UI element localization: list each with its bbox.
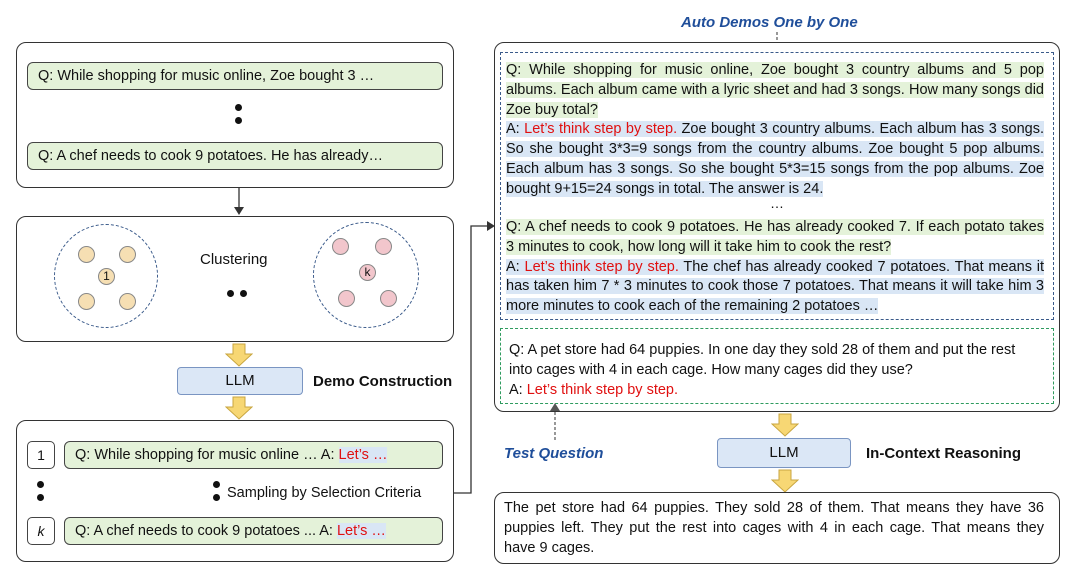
ellipsis-dot bbox=[235, 104, 242, 111]
demo-2 bbox=[506, 218, 1044, 317]
llm-box-in-context-reasoning bbox=[717, 438, 851, 468]
auto-demos-label: Auto Demos One by One bbox=[681, 14, 858, 31]
sampled-demo-k-question: Q: A chef needs to cook 9 potatoes ... A: bbox=[75, 523, 337, 539]
cluster-1-id: 1 bbox=[103, 269, 110, 283]
cluster-point bbox=[380, 290, 397, 307]
demo-2-rationale: The chef has already cooked 7 potatoes. That means it has taken him 7 * 3 minutes to cook those 7 potatoes. That means it will take him 3 more minutes to cook each of the remaining 2 potatoes … bbox=[506, 258, 1044, 315]
ellipsis-dot bbox=[235, 117, 242, 124]
ellipsis-dot bbox=[227, 290, 234, 297]
question-pill-2: Q: A chef needs to cook 9 potatoes. He has already… bbox=[27, 142, 443, 170]
in-context-reasoning-label: In-Context Reasoning bbox=[866, 445, 1022, 462]
demo-1 bbox=[506, 61, 1044, 200]
clustering-label: Clustering bbox=[200, 251, 268, 268]
test-answer-prefix: A: bbox=[509, 381, 527, 398]
ellipsis-dot bbox=[213, 494, 220, 501]
demo-index-k-text: k bbox=[37, 523, 45, 539]
demo-index-k bbox=[27, 517, 55, 545]
block-arrow-icon bbox=[771, 413, 799, 437]
dashed-arrow-icon bbox=[548, 402, 562, 442]
demo-1-cot-trigger: Let’s think step by step. bbox=[524, 121, 678, 138]
demo-2-answer-prefix: A: bbox=[506, 258, 525, 275]
demo-ellipsis: … bbox=[770, 195, 784, 211]
demo-1-rationale: Zoe bought 3 country albums. Each album has 3 songs. So she bought 3*3=9 songs from the country albums. Zoe bought 5 pop albums. Each album has 3 songs. So she bought 5*3=15 songs from the pop albums. Zoe bought 9+15=24 songs in total. The answer is 24. bbox=[506, 121, 1044, 197]
cluster-point bbox=[78, 246, 95, 263]
cluster-point bbox=[332, 238, 349, 255]
demo-1-answer bbox=[506, 121, 1044, 196]
cluster-point bbox=[78, 293, 95, 310]
ellipsis-dot bbox=[37, 481, 44, 488]
llm-box-demo-construction bbox=[177, 367, 303, 395]
sampled-demo-k-answer: Let’s … bbox=[336, 523, 386, 539]
test-question bbox=[509, 341, 1029, 400]
block-arrow-icon bbox=[225, 343, 253, 367]
ellipsis-dot bbox=[37, 494, 44, 501]
demo-2-answer bbox=[506, 259, 1044, 315]
cluster-point bbox=[375, 238, 392, 255]
test-question-text: Q: A pet store had 64 puppies. In one day they sold 28 of them and put the rest into cages with 4 in each cage. How many cages did they use? bbox=[509, 342, 1016, 378]
block-arrow-icon bbox=[225, 396, 253, 420]
sampling-label: Sampling by Selection Criteria bbox=[227, 485, 422, 501]
demo-2-question: Q: A chef needs to cook 9 potatoes. He has already cooked 7. If each potato takes 3 minutes to cook, how long will it take him to cook the rest? bbox=[506, 219, 1044, 255]
demo-index-1 bbox=[27, 441, 55, 469]
arrow-down-icon bbox=[232, 188, 246, 216]
test-question-label: Test Question bbox=[504, 445, 604, 462]
cluster-point bbox=[338, 290, 355, 307]
output-text: The pet store had 64 puppies. They sold 28 of them. That means they have 36 puppies left. They put the rest into cages with 4 in each cage. That means they have 9 cages. bbox=[504, 500, 1044, 556]
demo-index-1-text: 1 bbox=[37, 447, 45, 463]
cluster-k-id: k bbox=[364, 265, 371, 279]
sampled-demo-1 bbox=[64, 441, 443, 469]
demo-1-answer-prefix: A: bbox=[506, 121, 525, 138]
cluster-centroid bbox=[98, 268, 115, 285]
sampled-demo-1-question: Q: While shopping for music online … A: bbox=[75, 447, 339, 463]
demo-1-question: Q: While shopping for music online, Zoe bought 3 country albums and 5 pop albums. Each album came with a lyric sheet and had 3 songs. How many songs did Zoe buy total? bbox=[506, 62, 1044, 118]
ellipsis-dot bbox=[240, 290, 247, 297]
block-arrow-icon bbox=[771, 469, 799, 493]
demo-construction-label: Demo Construction bbox=[313, 373, 453, 390]
llm-label: LLM bbox=[769, 444, 799, 461]
ellipsis-dot bbox=[213, 481, 220, 488]
sampled-demo-1-answer: Let’s … bbox=[338, 447, 388, 463]
llm-label: LLM bbox=[225, 372, 255, 389]
question-pill-1: Q: While shopping for music online, Zoe bought 3 … bbox=[27, 62, 443, 90]
sampled-demo-k bbox=[64, 517, 443, 545]
demo-2-cot-trigger: Let’s think step by step. bbox=[524, 258, 679, 275]
test-cot-trigger: Let’s think step by step. bbox=[526, 381, 679, 398]
cluster-centroid bbox=[359, 264, 376, 281]
cluster-point bbox=[119, 246, 136, 263]
connector-arrow-icon bbox=[454, 220, 496, 500]
cluster-point bbox=[119, 293, 136, 310]
